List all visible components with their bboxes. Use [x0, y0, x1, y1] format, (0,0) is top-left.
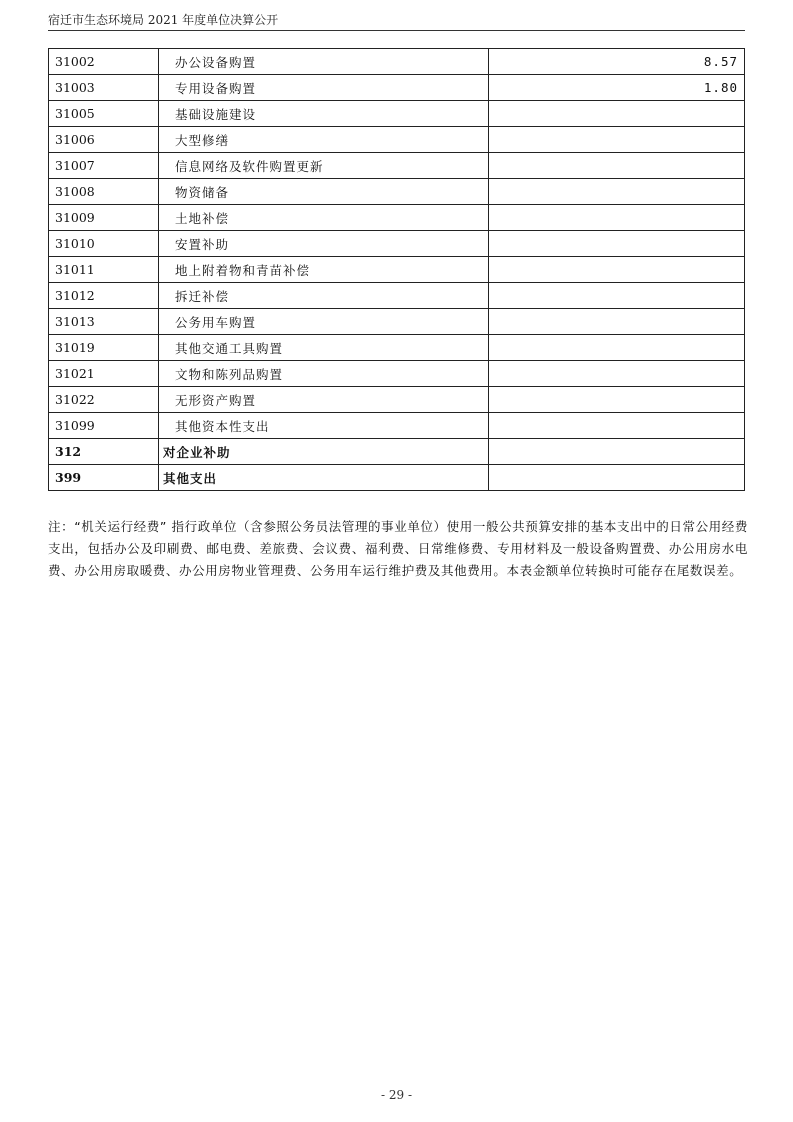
row-name-cell: 土地补偿 [159, 205, 489, 231]
row-name-cell: 公务用车购置 [159, 309, 489, 335]
row-amount-cell [489, 309, 745, 335]
row-code-cell: 312 [49, 439, 159, 465]
row-code-cell: 31010 [49, 231, 159, 257]
row-amount-cell [489, 465, 745, 491]
row-amount-cell [489, 387, 745, 413]
row-code-cell: 31021 [49, 361, 159, 387]
row-name-cell: 基础设施建设 [159, 101, 489, 127]
table-row [49, 283, 745, 309]
table-row [49, 309, 745, 335]
row-amount-cell [489, 335, 745, 361]
row-code-cell: 31006 [49, 127, 159, 153]
row-code-cell: 31009 [49, 205, 159, 231]
table-row [49, 127, 745, 153]
row-code-cell: 31002 [49, 49, 159, 75]
row-amount-cell [489, 127, 745, 153]
table-row [49, 101, 745, 127]
row-code-cell: 31007 [49, 153, 159, 179]
row-code-cell: 31022 [49, 387, 159, 413]
row-amount-cell [489, 101, 745, 127]
row-amount-cell: 8.57 [489, 49, 745, 75]
table-row [49, 413, 745, 439]
row-name-cell: 地上附着物和青苗补偿 [159, 257, 489, 283]
row-amount-cell [489, 439, 745, 465]
row-name-cell: 其他资本性支出 [159, 413, 489, 439]
row-name-cell: 其他支出 [159, 465, 489, 491]
page-number: - 29 - [380, 1088, 412, 1102]
row-amount-cell [489, 179, 745, 205]
table-row [49, 439, 745, 465]
table-row [49, 361, 745, 387]
row-code-cell: 31099 [49, 413, 159, 439]
table-row [49, 205, 745, 231]
expenditure-table [48, 48, 745, 491]
row-code-cell: 31005 [49, 101, 159, 127]
page-header-title: 宿迁市生态环境局 2021 年度单位决算公开 [48, 13, 279, 27]
row-name-cell: 办公设备购置 [159, 49, 489, 75]
row-code-cell: 31013 [49, 309, 159, 335]
table-row [49, 231, 745, 257]
row-name-cell: 专用设备购置 [159, 75, 489, 101]
row-amount-cell [489, 257, 745, 283]
row-code-cell: 31019 [49, 335, 159, 361]
row-name-cell: 安置补助 [159, 231, 489, 257]
row-amount-cell [489, 361, 745, 387]
table-row [49, 465, 745, 491]
table-row [49, 153, 745, 179]
row-code-cell: 31003 [49, 75, 159, 101]
table-row [49, 75, 745, 101]
row-amount-cell [489, 231, 745, 257]
row-amount-cell [489, 283, 745, 309]
expenditure-table-body [49, 49, 745, 491]
row-name-cell: 文物和陈列品购置 [159, 361, 489, 387]
table-row [49, 257, 745, 283]
table-row [49, 387, 745, 413]
table-row [49, 335, 745, 361]
row-name-cell: 大型修缮 [159, 127, 489, 153]
row-name-cell: 对企业补助 [159, 439, 489, 465]
page-header [48, 10, 745, 31]
row-amount-cell: 1.80 [489, 75, 745, 101]
row-amount-cell [489, 205, 745, 231]
row-code-cell: 399 [49, 465, 159, 491]
row-name-cell: 无形资产购置 [159, 387, 489, 413]
footnote [48, 516, 748, 582]
row-amount-cell [489, 413, 745, 439]
row-amount-cell [489, 153, 745, 179]
row-code-cell: 31011 [49, 257, 159, 283]
table-row [49, 179, 745, 205]
row-name-cell: 拆迁补偿 [159, 283, 489, 309]
row-name-cell: 其他交通工具购置 [159, 335, 489, 361]
row-name-cell: 信息网络及软件购置更新 [159, 153, 489, 179]
row-code-cell: 31008 [49, 179, 159, 205]
footnote-text: 注：“机关运行经费” 指行政单位（含参照公务员法管理的事业单位）使用一般公共预算安排的基本支出中的日常公用经费支出，包括办公及印刷费、邮电费、差旅费、会议费、福利费、日常维修费、专用材料及一般设备购置费、办公用房水电费、办公用房取暖费、办公用房物业管理费、公务用车运行维护费及其他费用。本表金额单位转换时可能存在尾数误差。 [48, 519, 748, 578]
row-name-cell: 物资储备 [159, 179, 489, 205]
row-code-cell: 31012 [49, 283, 159, 309]
table-row [49, 49, 745, 75]
